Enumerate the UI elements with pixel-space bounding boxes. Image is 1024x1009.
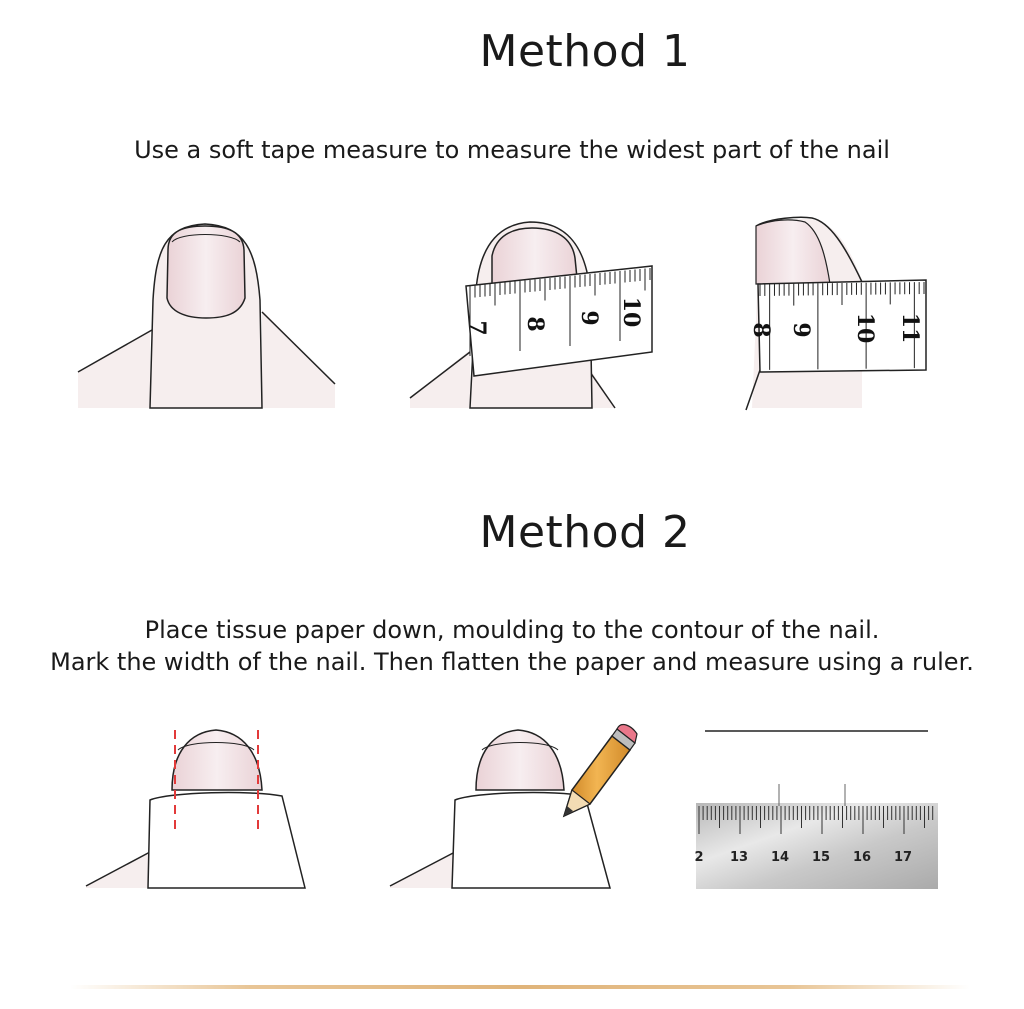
tape-1-number-7: 7 <box>464 320 490 336</box>
tape-1-number-10: 10 <box>618 296 644 328</box>
tape-measure-2 <box>748 280 926 372</box>
ruler-number-15: 15 <box>811 850 831 865</box>
ruler-number-17: 17 <box>893 850 913 865</box>
finger-pencil-illustration <box>390 725 637 888</box>
method-1-description: Use a soft tape measure to measure the widest part of the nail <box>134 136 890 164</box>
tape-1-number-8: 8 <box>522 316 548 332</box>
bottom-divider <box>70 985 970 989</box>
tape-2-number-8: 8 <box>748 322 774 338</box>
tape-1-number-9: 9 <box>576 310 602 326</box>
ruler-number-13: 13 <box>729 850 749 865</box>
finger-tissue-illustration <box>86 730 305 888</box>
ruler-number-2: 2 <box>694 850 704 865</box>
tape-2-number-9: 9 <box>788 322 814 338</box>
tape-2-number-11: 11 <box>897 312 923 344</box>
ruler-number-14: 14 <box>770 850 790 865</box>
method-2-description-line-1: Place tissue paper down, moulding to the contour of the nail. <box>144 616 880 644</box>
tape-measure-1 <box>464 266 652 376</box>
tape-2-number-10: 10 <box>852 312 878 344</box>
method-2-description-line-2: Mark the width of the nail. Then flatten the paper and measure using a ruler. <box>50 648 974 676</box>
finger-illustration-1 <box>78 224 335 408</box>
method-1-title: Method 1 <box>479 26 691 77</box>
method-2-title: Method 2 <box>479 507 691 558</box>
ruler-illustration <box>694 784 938 889</box>
ruler-number-16: 16 <box>852 850 872 865</box>
pencil-icon <box>564 725 637 816</box>
